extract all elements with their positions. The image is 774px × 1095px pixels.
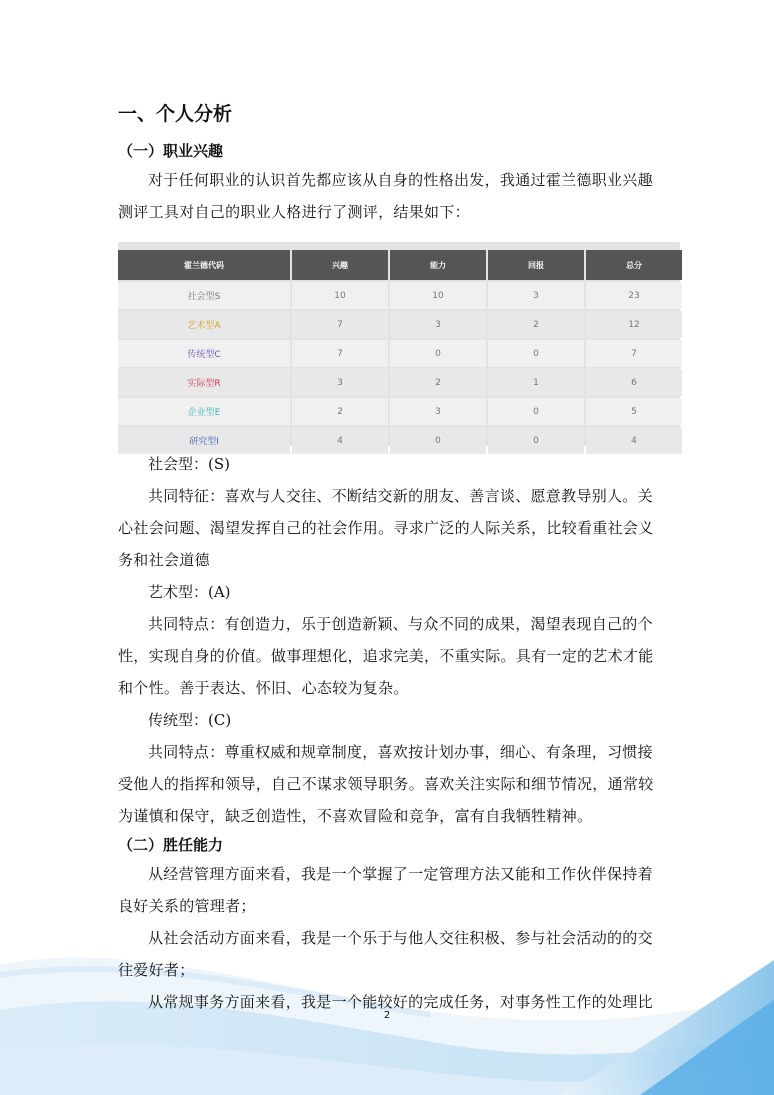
row-total: 7 xyxy=(586,340,682,367)
row-code: 传统型C xyxy=(118,340,290,367)
header-code: 霍兰德代码 xyxy=(118,250,290,280)
row-total: 23 xyxy=(586,282,682,309)
row-interest: 7 xyxy=(292,311,388,338)
row-reward: 2 xyxy=(488,311,584,338)
heading-personal-analysis: 一、个人分析 xyxy=(118,103,233,125)
row-code: 实际型R xyxy=(118,369,290,396)
row-code: 社会型S xyxy=(118,282,290,309)
row-code: 研究型I xyxy=(118,427,290,454)
header-interest: 兴趣 xyxy=(292,250,388,280)
row-reward: 1 xyxy=(488,369,584,396)
type-label-artistic: 艺术型：(A) xyxy=(148,583,231,601)
row-ability: 0 xyxy=(390,340,486,367)
holland-results-table xyxy=(116,248,684,456)
row-ability: 3 xyxy=(390,398,486,425)
row-interest: 2 xyxy=(292,398,388,425)
table-row xyxy=(118,282,682,309)
type-desc-artistic: 共同特点：有创造力，乐于创造新颖、与众不同的成果，渴望表现自己的个性，实现自身的价值。做事理想化，追求完美，不重实际。具有一定的艺术才能和个性。善于表达、怀旧、心态较为复杂。 xyxy=(118,615,654,697)
table-row xyxy=(118,398,682,425)
type-desc-social: 共同特征：喜欢与人交往、不断结交新的朋友、善言谈、愿意教导别人。关心社会问题、渴望发挥自己的社会作用。寻求广泛的人际关系，比较看重社会义务和社会道德 xyxy=(118,487,654,569)
table-row xyxy=(118,369,682,396)
table-row xyxy=(118,340,682,367)
row-ability: 2 xyxy=(390,369,486,396)
table-row xyxy=(118,311,682,338)
competency-paragraph: 从常规事务方面来看，我是一个能较好的完成任务，对事务性工作的处理比 xyxy=(148,993,653,1011)
row-reward: 0 xyxy=(488,398,584,425)
section-title-career-interest: （一）职业兴趣 xyxy=(118,142,224,160)
intro-paragraph: 对于任何职业的认识首先都应该从自身的性格出发，我通过霍兰德职业兴趣测评工具对自己的职业人格进行了测评，结果如下： xyxy=(118,171,653,221)
table-header-row xyxy=(118,250,682,280)
page-number: 2 xyxy=(383,1010,391,1021)
competency-paragraph: 从经营管理方面来看，我是一个掌握了一定管理方法又能和工作伙伴保持着良好关系的管理者； xyxy=(118,865,653,915)
row-interest: 3 xyxy=(292,369,388,396)
row-reward: 0 xyxy=(488,340,584,367)
row-interest: 7 xyxy=(292,340,388,367)
row-total: 5 xyxy=(586,398,682,425)
type-label-conventional: 传统型：(C) xyxy=(148,711,232,729)
row-code: 艺术型A xyxy=(118,311,290,338)
row-code: 企业型E xyxy=(118,398,290,425)
row-interest: 10 xyxy=(292,282,388,309)
row-ability: 0 xyxy=(390,427,486,454)
page-content xyxy=(118,100,658,1018)
row-reward: 3 xyxy=(488,282,584,309)
row-ability: 10 xyxy=(390,282,486,309)
row-total: 12 xyxy=(586,311,682,338)
type-desc-conventional: 共同特点：尊重权威和规章制度，喜欢按计划办事，细心、有条理，习惯接受他人的指挥和领导，自己不谋求领导职务。喜欢关注实际和细节情况，通常较为谨慎和保守，缺乏创造性，不喜欢冒险和竞争，富有自我牺牲精神。 xyxy=(118,743,654,825)
row-reward: 0 xyxy=(488,427,584,454)
header-ability: 能力 xyxy=(390,250,486,280)
row-interest: 4 xyxy=(292,427,388,454)
section-title-competency: （二）胜任能力 xyxy=(118,836,224,854)
row-total: 6 xyxy=(586,369,682,396)
row-ability: 3 xyxy=(390,311,486,338)
holland-table-image xyxy=(118,242,680,446)
type-label-social: 社会型：(S) xyxy=(148,455,230,473)
header-total: 总分 xyxy=(586,250,682,280)
row-total: 4 xyxy=(586,427,682,454)
header-reward: 回报 xyxy=(488,250,584,280)
competency-paragraph: 从社会活动方面来看，我是一个乐于与他人交往积极、参与社会活动的的交往爱好者； xyxy=(118,929,653,979)
